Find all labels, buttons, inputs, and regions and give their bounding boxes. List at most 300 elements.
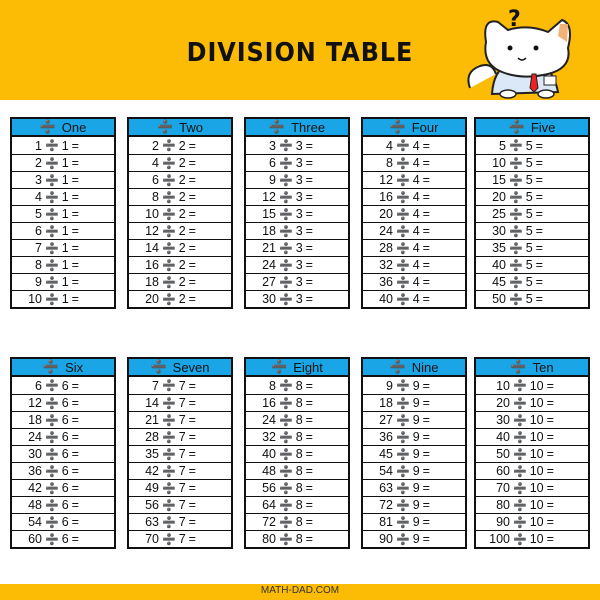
equals-sign: = (422, 138, 430, 153)
dividend: 72 (379, 498, 393, 512)
divide-icon: ➗ (162, 140, 176, 152)
divide-icon: ➗ (279, 157, 293, 170)
divisor: 5 (525, 156, 533, 170)
divisor: 10 (529, 532, 544, 546)
divisor: 7 (178, 378, 186, 393)
equals-sign: = (188, 292, 196, 306)
table-row (12, 188, 114, 205)
dividend: 80 (496, 498, 510, 512)
table-row (476, 428, 588, 445)
divide-icon: ➗ (279, 516, 293, 529)
equals-sign: = (422, 447, 430, 461)
dividend: 8 (269, 378, 276, 393)
equals-sign: = (422, 173, 430, 187)
divide-icon: ➗ (396, 208, 410, 221)
divisor: 6 (61, 447, 69, 461)
divide-icon: ➗ (162, 293, 176, 306)
dividend: 10 (145, 207, 159, 221)
dividend: 8 (152, 190, 159, 204)
table-row (476, 530, 588, 547)
equals-sign: = (188, 515, 196, 529)
divisor: 8 (295, 481, 303, 495)
dividend: 64 (262, 498, 276, 512)
equals-sign: = (305, 258, 313, 272)
table-header (246, 119, 348, 137)
table-row (246, 205, 348, 222)
table-row (12, 445, 114, 462)
table-row (12, 530, 114, 547)
dividend: 30 (492, 224, 506, 238)
divisor: 7 (178, 464, 186, 478)
division-table-three (244, 117, 350, 309)
equals-sign: = (305, 430, 313, 444)
equals-sign: = (305, 207, 313, 221)
equals-sign: = (188, 430, 196, 444)
table-header (476, 359, 588, 377)
table-row (246, 137, 348, 154)
table-header (246, 359, 348, 377)
equals-sign: = (71, 413, 79, 427)
table-row (363, 377, 465, 394)
dividend: 54 (379, 464, 393, 478)
table-row (246, 428, 348, 445)
divide-icon: ➗ (396, 276, 410, 289)
table-row (12, 411, 114, 428)
table-row (476, 513, 588, 530)
equals-sign: = (422, 207, 430, 221)
table-row (363, 496, 465, 513)
table-row (363, 171, 465, 188)
divide-icon: ➗ (396, 140, 410, 152)
table-row (12, 290, 114, 307)
equals-sign: = (546, 413, 554, 427)
equals-sign: = (535, 241, 543, 255)
dividend: 42 (28, 481, 42, 495)
equals-sign: = (422, 275, 430, 289)
divisor: 2 (178, 292, 186, 306)
divisor: 10 (529, 396, 544, 410)
table-row (12, 462, 114, 479)
divisor: 4 (412, 173, 420, 187)
equals-sign: = (305, 138, 313, 153)
table-header (363, 359, 465, 377)
table-row (363, 222, 465, 239)
divide-icon: ➗ (45, 397, 59, 410)
table-row (246, 377, 348, 394)
table-row (476, 496, 588, 513)
divisor: 8 (295, 515, 303, 529)
equals-sign: = (422, 396, 430, 410)
divide-icon: ➗ (162, 533, 176, 546)
division-table-nine (361, 357, 467, 549)
dividend: 36 (379, 430, 393, 444)
table-row (363, 290, 465, 307)
table-row (246, 171, 348, 188)
dividend: 80 (262, 532, 276, 546)
table-row (476, 154, 588, 171)
dividend: 90 (496, 515, 510, 529)
equals-sign: = (535, 173, 543, 187)
divisor: 7 (178, 430, 186, 444)
equals-sign: = (305, 481, 313, 495)
table-row (246, 273, 348, 290)
divide-icon: ➗ (150, 359, 167, 374)
table-row (129, 273, 231, 290)
divisor: 5 (525, 138, 533, 153)
divisor: 1 (61, 224, 69, 238)
dividend: 45 (492, 275, 506, 289)
divide-icon: ➗ (45, 293, 59, 306)
divisor: 9 (412, 498, 420, 512)
table-row (129, 171, 231, 188)
dividend: 5 (35, 207, 42, 221)
divide-icon: ➗ (509, 293, 523, 306)
divide-icon: ➗ (271, 359, 288, 374)
divide-icon: ➗ (396, 174, 410, 187)
divisor: 5 (525, 275, 533, 289)
divide-icon: ➗ (513, 380, 527, 392)
divide-icon: ➗ (389, 359, 406, 374)
table-row (12, 222, 114, 239)
divide-icon: ➗ (510, 359, 527, 374)
dividend: 7 (35, 241, 42, 255)
dividend: 45 (379, 447, 393, 461)
equals-sign: = (546, 481, 554, 495)
equals-sign: = (305, 447, 313, 461)
dividend: 63 (379, 481, 393, 495)
division-table-one (10, 117, 116, 309)
divide-icon: ➗ (396, 448, 410, 461)
divide-icon: ➗ (45, 276, 59, 289)
dividend: 28 (145, 430, 159, 444)
divide-icon: ➗ (513, 465, 527, 478)
dividend: 56 (145, 498, 159, 512)
dividend: 70 (145, 532, 159, 546)
divide-icon: ➗ (162, 157, 176, 170)
table-row (129, 479, 231, 496)
table-row (363, 513, 465, 530)
table-row (246, 530, 348, 547)
divisor: 2 (178, 156, 186, 170)
equals-sign: = (535, 156, 543, 170)
dividend: 60 (496, 464, 510, 478)
divisor: 6 (61, 396, 69, 410)
divide-icon: ➗ (389, 119, 406, 134)
table-row (476, 479, 588, 496)
dividend: 18 (28, 413, 42, 427)
equals-sign: = (188, 241, 196, 255)
table-row (363, 239, 465, 256)
divide-icon: ➗ (45, 431, 59, 444)
svg-text:?: ? (508, 7, 521, 32)
divide-icon: ➗ (156, 119, 174, 134)
dividend: 3 (269, 138, 276, 153)
dividend: 20 (379, 207, 393, 221)
divisor: 2 (178, 207, 186, 221)
divide-icon: ➗ (509, 276, 523, 289)
divide-icon: ➗ (279, 533, 293, 546)
table-row (476, 188, 588, 205)
divisor: 2 (178, 138, 186, 153)
table-row (246, 445, 348, 462)
equals-sign: = (305, 173, 313, 187)
divisor: 4 (412, 190, 420, 204)
divide-icon: ➗ (279, 208, 293, 221)
divide-icon: ➗ (396, 157, 410, 170)
table-header (12, 119, 114, 137)
table-header (129, 119, 231, 137)
table-row (129, 377, 231, 394)
equals-sign: = (422, 224, 430, 238)
divide-icon: ➗ (513, 397, 527, 410)
dividend: 14 (145, 241, 159, 255)
dividend: 18 (262, 224, 276, 238)
equals-sign: = (71, 515, 79, 529)
dividend: 27 (379, 413, 393, 427)
divide-icon: ➗ (45, 242, 59, 255)
table-row (246, 256, 348, 273)
dividend: 40 (492, 258, 506, 272)
divisor: 2 (178, 275, 186, 289)
divide-icon: ➗ (162, 259, 176, 272)
divisor: 10 (529, 498, 544, 512)
divisor: 5 (525, 258, 533, 272)
equals-sign: = (535, 275, 543, 289)
dividend: 12 (262, 190, 276, 204)
table-row (129, 411, 231, 428)
divisor: 5 (525, 292, 533, 306)
table-row (246, 290, 348, 307)
divide-icon: ➗ (162, 380, 176, 392)
divisor: 9 (412, 481, 420, 495)
divisor: 1 (61, 190, 69, 204)
dividend: 12 (145, 224, 159, 238)
dividend: 35 (145, 447, 159, 461)
dividend: 100 (489, 532, 510, 546)
equals-sign: = (71, 292, 79, 306)
divide-icon: ➗ (162, 208, 176, 221)
table-row (476, 171, 588, 188)
table-row (12, 394, 114, 411)
dividend: 20 (492, 190, 506, 204)
equals-sign: = (305, 498, 313, 512)
table-row (129, 256, 231, 273)
divide-icon: ➗ (279, 225, 293, 238)
equals-sign: = (71, 258, 79, 272)
dividend: 24 (28, 430, 42, 444)
equals-sign: = (188, 258, 196, 272)
divisor: 3 (295, 275, 303, 289)
divisor: 9 (412, 378, 420, 393)
table-row (12, 273, 114, 290)
dividend: 12 (28, 396, 42, 410)
divisor: 6 (61, 532, 69, 546)
equals-sign: = (535, 292, 543, 306)
divisor: 5 (525, 241, 533, 255)
table-row (129, 222, 231, 239)
table-row (476, 273, 588, 290)
dividend: 56 (262, 481, 276, 495)
equals-sign: = (188, 532, 196, 546)
table-row (246, 394, 348, 411)
equals-sign: = (422, 241, 430, 255)
dividend: 49 (145, 481, 159, 495)
divide-icon: ➗ (162, 397, 176, 410)
divide-icon: ➗ (396, 533, 410, 546)
dividend: 20 (145, 292, 159, 306)
equals-sign: = (535, 258, 543, 272)
equals-sign: = (546, 378, 554, 393)
equals-sign: = (188, 396, 196, 410)
divide-icon: ➗ (396, 293, 410, 306)
equals-sign: = (535, 224, 543, 238)
dividend: 32 (262, 430, 276, 444)
dividend: 40 (262, 447, 276, 461)
divisor: 7 (178, 515, 186, 529)
equals-sign: = (188, 190, 196, 204)
divisor: 2 (178, 190, 186, 204)
dividend: 28 (379, 241, 393, 255)
divisor: 7 (178, 396, 186, 410)
table-row (129, 154, 231, 171)
divisor: 6 (61, 413, 69, 427)
table-row (363, 137, 465, 154)
dividend: 30 (262, 292, 276, 306)
equals-sign: = (535, 138, 543, 153)
equals-sign: = (305, 190, 313, 204)
divisor: 4 (412, 292, 420, 306)
divide-icon: ➗ (279, 276, 293, 289)
dividend: 24 (379, 224, 393, 238)
divide-icon: ➗ (279, 293, 293, 306)
divide-icon: ➗ (45, 174, 59, 187)
divisor: 10 (529, 447, 544, 461)
table-row (363, 188, 465, 205)
divisor: 1 (61, 207, 69, 221)
table-row (129, 530, 231, 547)
divide-icon: ➗ (509, 259, 523, 272)
divisor: 10 (529, 413, 544, 427)
divisor: 1 (61, 275, 69, 289)
equals-sign: = (305, 378, 313, 393)
dividend: 2 (35, 156, 42, 170)
dividend: 8 (35, 258, 42, 272)
table-title: Eight (293, 359, 323, 375)
equals-sign: = (188, 447, 196, 461)
divisor: 3 (295, 292, 303, 306)
table-row (246, 222, 348, 239)
divide-icon: ➗ (509, 174, 523, 187)
divide-icon: ➗ (279, 499, 293, 512)
divisor: 9 (412, 532, 420, 546)
equals-sign: = (535, 207, 543, 221)
divide-icon: ➗ (45, 380, 59, 392)
table-row (12, 171, 114, 188)
division-table-five (474, 117, 590, 309)
table-row (363, 273, 465, 290)
divisor: 9 (412, 413, 420, 427)
divide-icon: ➗ (279, 431, 293, 444)
divide-icon: ➗ (396, 225, 410, 238)
table-row (246, 496, 348, 513)
dividend: 3 (35, 173, 42, 187)
divisor: 6 (61, 378, 69, 393)
table-title: Six (65, 359, 84, 375)
dividend: 10 (28, 292, 42, 306)
divisor: 3 (295, 241, 303, 255)
divisor: 10 (529, 481, 544, 495)
divide-icon: ➗ (45, 414, 59, 427)
table-header (363, 119, 465, 137)
equals-sign: = (188, 413, 196, 427)
equals-sign: = (305, 241, 313, 255)
dividend: 60 (28, 532, 42, 546)
dividend: 42 (145, 464, 159, 478)
equals-sign: = (546, 464, 554, 478)
table-row (363, 445, 465, 462)
divide-icon: ➗ (162, 242, 176, 255)
dividend: 40 (379, 292, 393, 306)
divisor: 8 (295, 430, 303, 444)
divisor: 8 (295, 532, 303, 546)
divide-icon: ➗ (279, 397, 293, 410)
divide-icon: ➗ (279, 242, 293, 255)
divisor: 7 (178, 481, 186, 495)
equals-sign: = (305, 464, 313, 478)
site-name: MATH-DAD.COM (260, 585, 340, 596)
divisor: 6 (61, 515, 69, 529)
equals-sign: = (188, 498, 196, 512)
divide-icon: ➗ (39, 119, 56, 134)
divide-icon: ➗ (162, 174, 176, 187)
divisor: 7 (178, 447, 186, 461)
table-row (363, 394, 465, 411)
divide-icon: ➗ (45, 259, 59, 272)
equals-sign: = (422, 515, 430, 529)
table-row (129, 394, 231, 411)
equals-sign: = (71, 207, 79, 221)
table-title: Ten (532, 359, 554, 375)
divide-icon: ➗ (45, 465, 59, 478)
divisor: 9 (412, 515, 420, 529)
table-header (12, 359, 114, 377)
equals-sign: = (422, 258, 430, 272)
table-row (476, 239, 588, 256)
divisor: 9 (412, 447, 420, 461)
table-row (476, 394, 588, 411)
table-row (12, 239, 114, 256)
equals-sign: = (305, 413, 313, 427)
divisor: 8 (295, 378, 303, 393)
equals-sign: = (71, 173, 79, 187)
divisor: 6 (61, 498, 69, 512)
divide-icon: ➗ (509, 225, 523, 238)
divisor: 4 (412, 241, 420, 255)
table-row (363, 462, 465, 479)
equals-sign: = (188, 224, 196, 238)
dividend: 27 (262, 275, 276, 289)
table-row (476, 445, 588, 462)
table-row (363, 205, 465, 222)
divisor: 5 (525, 173, 533, 187)
table-row (476, 256, 588, 273)
equals-sign: = (71, 464, 79, 478)
divide-icon: ➗ (279, 259, 293, 272)
equals-sign: = (71, 430, 79, 444)
table-row (12, 513, 114, 530)
divisor: 10 (529, 378, 544, 393)
table-row (363, 154, 465, 171)
